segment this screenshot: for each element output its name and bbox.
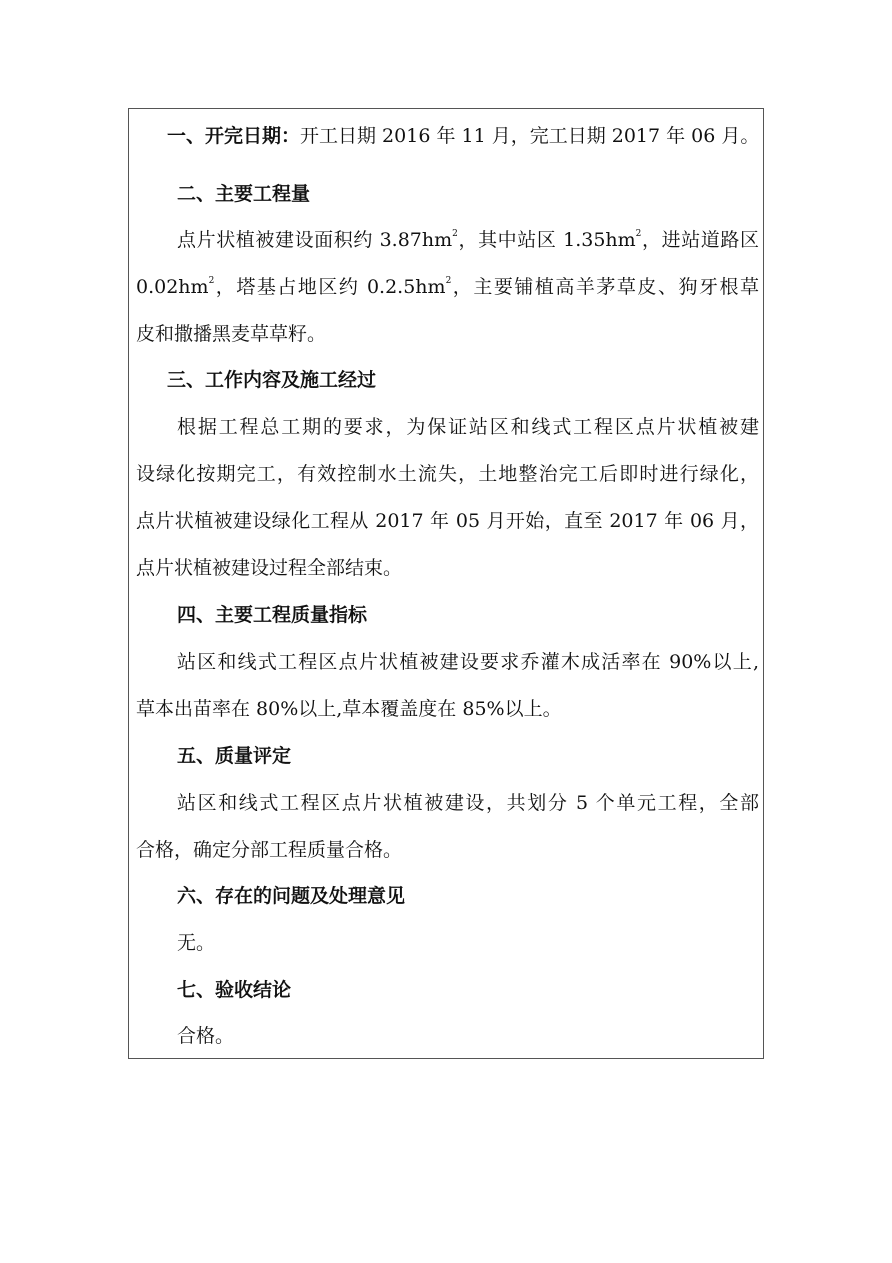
superscript: 2 <box>208 276 215 286</box>
section-1-text: 开工日期 2016 年 11 月，完工日期 2017 年 06 月。 <box>300 125 760 147</box>
section-3-line-1: 根据工程总工期的要求，为保证站区和线式工程区点片状植被建 <box>177 416 759 438</box>
section-2-line-1b: ，其中站区 1.35hm <box>457 229 636 251</box>
section-3-heading: 三、工作内容及施工经过 <box>167 369 377 391</box>
section-2-line-2c: ，主要铺植高羊茅草皮、狗牙根草 <box>451 276 759 298</box>
section-5-line-1: 站区和线式工程区点片状植被建设，共划分 5 个单元工程，全部 <box>177 792 759 814</box>
report-frame <box>128 108 764 1059</box>
superscript: 2 <box>445 276 452 286</box>
section-2-line-1a: 点片状植被建设面积约 3.87hm <box>177 229 453 251</box>
superscript: 2 <box>452 229 458 239</box>
section-6-line-1: 无。 <box>177 932 216 954</box>
section-2-line-2a: 0.02hm <box>136 276 209 298</box>
section-3-line-4: 点片状植被建设过程全部结束。 <box>136 557 403 579</box>
section-2-line-3: 皮和撒播黑麦草草籽。 <box>136 323 327 345</box>
section-2-line-1c: ，进站道路区 <box>641 229 759 251</box>
section-4-heading: 四、主要工程质量指标 <box>177 604 368 626</box>
section-3-line-2: 设绿化按期完工，有效控制水土流失，土地整治完工后即时进行绿化， <box>136 463 759 485</box>
section-7-heading: 七、验收结论 <box>177 979 292 1001</box>
section-2-line-2b: ，塔基占地区约 0.2.5hm <box>214 276 446 298</box>
section-4-line-2: 草本出苗率在 80%以上,草本覆盖度在 85%以上。 <box>136 698 562 720</box>
section-4-line-1: 站区和线式工程区点片状植被建设要求乔灌木成活率在 90%以上, <box>177 651 759 673</box>
section-6-heading: 六、存在的问题及处理意见 <box>177 885 406 907</box>
section-5-line-2: 合格，确定分部工程质量合格。 <box>136 839 403 861</box>
section-7-line-1: 合格。 <box>177 1025 235 1047</box>
section-1-heading: 一、开完日期： <box>167 125 301 147</box>
section-2-line-1 <box>129 227 763 253</box>
section-2-line-2 <box>129 274 763 300</box>
section-3-line-3: 点片状植被建设绿化工程从 2017 年 05 月开始，直至 2017 年 06 月， <box>136 510 759 532</box>
section-5-heading: 五、质量评定 <box>177 745 292 767</box>
superscript: 2 <box>635 229 642 239</box>
section-1-line <box>129 123 763 149</box>
section-2-heading: 二、主要工程量 <box>177 183 311 205</box>
